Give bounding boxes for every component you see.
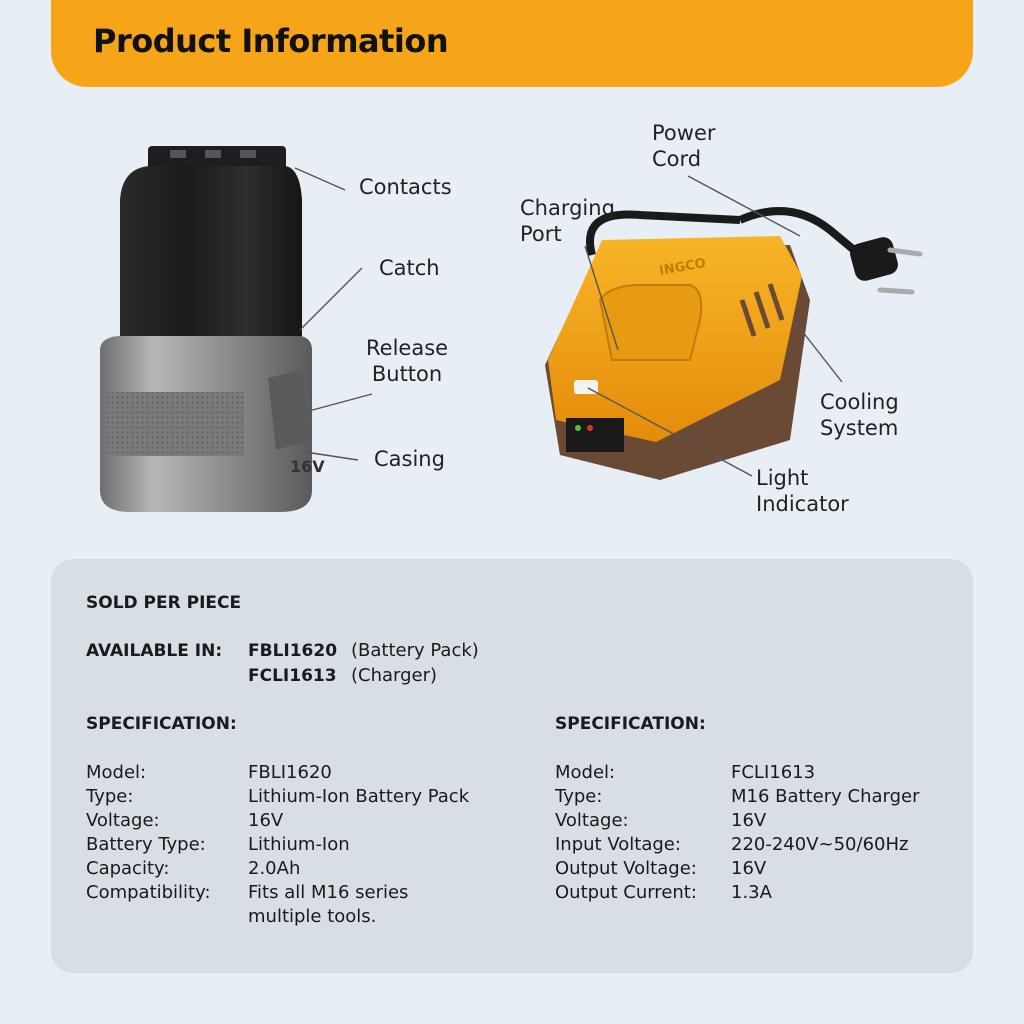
contact-slot [205, 150, 221, 158]
callout-charging-port: Charging Port [520, 196, 615, 246]
contact-slot [170, 150, 186, 158]
battery-pack [100, 146, 325, 512]
callout-casing: Casing [374, 447, 445, 471]
spec-value: Lithium-Ion [248, 834, 350, 855]
spec-heading-charger: SPECIFICATION: [555, 714, 706, 734]
spec-label: Capacity: [86, 858, 170, 879]
available-model: FBLI1620 [248, 641, 338, 661]
spec-value: multiple tools. [248, 906, 377, 927]
available-label: AVAILABLE IN: [86, 641, 223, 661]
spec-value: Lithium-Ion Battery Pack [248, 786, 470, 807]
spec-heading-battery: SPECIFICATION: [86, 714, 237, 734]
plug-pin [880, 290, 912, 292]
spec-value: Fits all M16 series [248, 882, 409, 903]
battery-grip [106, 392, 244, 456]
page-title: Product Information [93, 22, 449, 60]
callout-contacts: Contacts [359, 175, 452, 199]
product-illustration [0, 95, 1024, 555]
callout-power-cord: Power Cord [652, 121, 716, 171]
spec-label: Voltage: [555, 810, 629, 831]
spec-label: Model: [555, 762, 616, 783]
spec-label: Model: [86, 762, 147, 783]
spec-value: FBLI1620 [248, 762, 332, 783]
plug [848, 235, 900, 283]
info-panel [51, 559, 973, 973]
callout-release-button: Release Button [366, 336, 449, 386]
spec-label: Compatibility: [86, 882, 211, 903]
spec-value: 1.3A [731, 882, 772, 903]
spec-value: 16V [248, 810, 284, 831]
light-indicator-panel [566, 418, 624, 452]
charger-brand: INGCO [658, 256, 707, 279]
spec-label: Output Current: [555, 882, 697, 903]
spec-value: 2.0Ah [248, 858, 301, 879]
contact-slot [240, 150, 256, 158]
red-led [587, 425, 593, 431]
spec-label: Output Voltage: [555, 858, 697, 879]
spec-label: Battery Type: [86, 834, 206, 855]
spec-value: FCLI1613 [731, 762, 816, 783]
callout-catch: Catch [379, 256, 440, 280]
battery-voltage-mark: 16V [290, 457, 325, 476]
spec-value: 220-240V~50/60Hz [731, 834, 909, 855]
sold-per-piece: SOLD PER PIECE [86, 593, 242, 613]
available-desc: (Charger) [351, 665, 438, 686]
spec-value: 16V [731, 810, 767, 831]
available-model: FCLI1613 [248, 666, 337, 686]
spec-label: Type: [86, 786, 134, 807]
callout-cooling-system: Cooling System [820, 390, 899, 440]
green-led [575, 425, 581, 431]
spec-label: Type: [555, 786, 603, 807]
battery-body [120, 166, 302, 360]
spec-value: M16 Battery Charger [731, 786, 920, 807]
charging-port [600, 285, 701, 360]
callout-light-indicator: Light Indicator [756, 466, 849, 516]
available-desc: (Battery Pack) [351, 640, 479, 661]
spec-label: Input Voltage: [555, 834, 681, 855]
header-banner [51, 0, 973, 87]
spec-label: Voltage: [86, 810, 160, 831]
spec-value: 16V [731, 858, 767, 879]
